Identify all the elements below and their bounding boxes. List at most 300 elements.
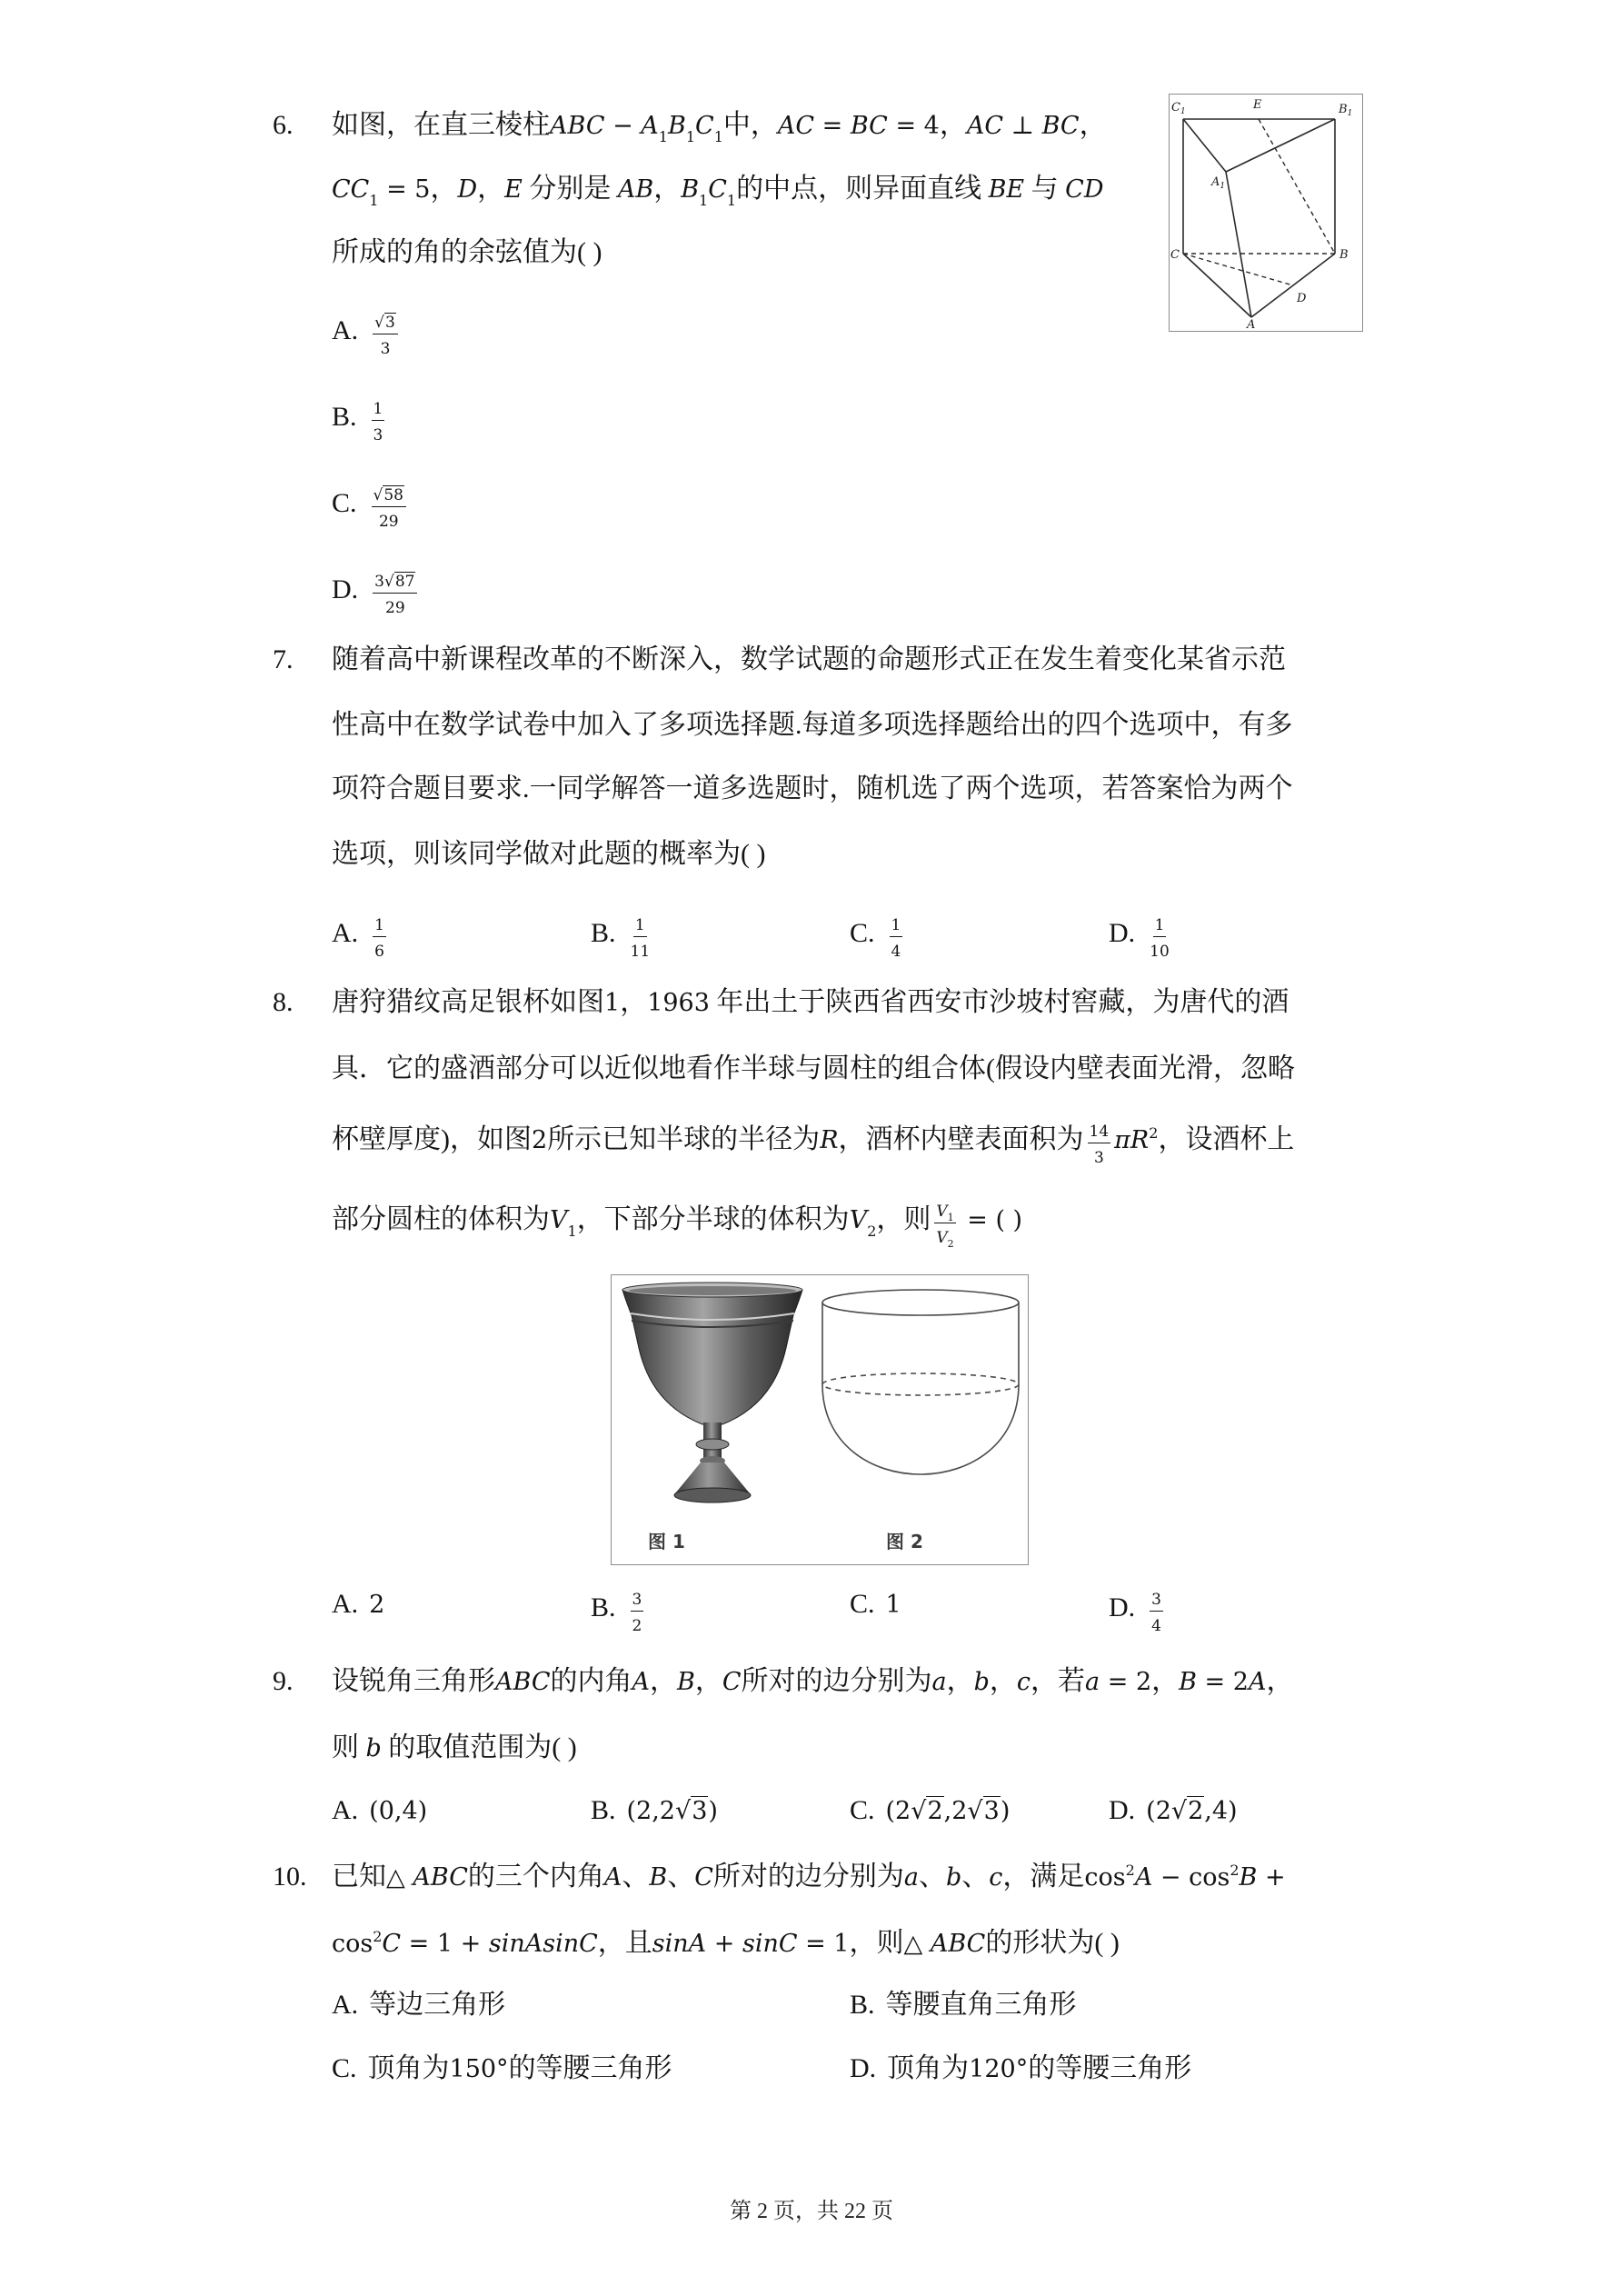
text-run: 设锐角三角形 (332, 1666, 495, 1696)
math-run: sinC (742, 1930, 798, 1958)
math-run: B (1239, 1863, 1258, 1892)
math-run: AC (777, 112, 815, 140)
prism-edge (1226, 172, 1251, 317)
option-c (332, 2051, 672, 2088)
text-run: ， (939, 110, 967, 140)
option-label: C. (850, 1589, 875, 1619)
superscript: 2 (373, 1928, 383, 1945)
radical (1171, 1795, 1204, 1825)
fraction (934, 1198, 955, 1249)
math-number: 1 (373, 400, 383, 418)
option-d (850, 2051, 1191, 2088)
math-run: D (457, 175, 478, 204)
subscript: 1 (567, 1223, 577, 1240)
option-content (368, 400, 389, 444)
math-number: cos (1084, 1863, 1126, 1892)
radical-sign: √ (373, 486, 383, 504)
text-run: ， (946, 1666, 974, 1696)
option-content (887, 2053, 1191, 2083)
radicand: 3 (983, 1797, 1000, 1825)
radicand: 3 (692, 1797, 708, 1825)
math-number: 1963 (647, 989, 710, 1017)
math-number: 150° (449, 2055, 509, 2083)
vertex-label-c1: $C_1$ (1171, 101, 1186, 116)
text-run: 与 (1024, 174, 1066, 204)
superscript: 2 (1149, 1124, 1159, 1142)
math-number: (0,4) (369, 1797, 428, 1825)
math-number: 1 (885, 1591, 901, 1619)
math-run: C (722, 1668, 742, 1696)
math-number: − (604, 112, 642, 140)
math-run: E (504, 175, 523, 204)
prism-hidden-edge (1259, 119, 1335, 254)
subscript: 2 (867, 1223, 877, 1240)
text-run: ， (694, 1666, 722, 1696)
superscript: 2 (1125, 1862, 1135, 1879)
option-d (1109, 1792, 1238, 1830)
math-run: C (382, 1930, 402, 1958)
subscript: 1 (713, 128, 723, 145)
radicand: 87 (394, 573, 415, 591)
radical (384, 563, 415, 593)
math-run: b (365, 1734, 382, 1762)
math-number: = (814, 112, 851, 140)
subscript: 2 (947, 1238, 954, 1250)
vertex-label-b: B (1339, 248, 1349, 262)
math-run: B (667, 112, 686, 140)
option-label: A. (332, 315, 359, 345)
text-run: 所示已知半球的半径为 (547, 1124, 821, 1154)
radicand: 58 (383, 486, 403, 504)
option-a (332, 912, 390, 963)
fraction-numerator (1088, 1118, 1111, 1143)
math-run: sinA (652, 1930, 707, 1958)
math-number: 29 (385, 599, 405, 617)
math-number: = 2 (1196, 1668, 1249, 1696)
math-number: 11 (630, 943, 651, 961)
math-number: + (1257, 1863, 1286, 1892)
fraction-denominator (632, 1612, 642, 1637)
fraction-denominator (373, 421, 383, 446)
fraction (1150, 912, 1170, 963)
option-label: A. (332, 1795, 359, 1825)
text-run: 具．它的盛酒部分可以近似地看作半球与圆柱的组合体(假设内壁表面光滑，忽略 (332, 1053, 1295, 1083)
math-run: C (695, 112, 714, 140)
fraction-numerator (373, 912, 386, 937)
hemisphere-outline (822, 1384, 1019, 1474)
fraction (373, 568, 417, 619)
option-content (627, 916, 654, 961)
fraction (890, 912, 903, 963)
cup-diagram (612, 1275, 1028, 1564)
math-run: C (708, 175, 727, 204)
option-c (332, 482, 410, 533)
subscript: 1 (658, 128, 668, 145)
option-label: C. (850, 1795, 875, 1825)
radical (374, 304, 396, 334)
text-run: 、 (918, 1862, 946, 1892)
math-number: 120° (969, 2055, 1029, 2083)
subscript: 1 (726, 192, 737, 209)
math-run: A (632, 1668, 650, 1696)
text-run: 等腰直角三角形 (885, 1990, 1077, 2020)
math-number: = 4 (887, 112, 940, 140)
subscript: 1 (685, 128, 696, 145)
cup-figure (611, 1274, 1029, 1565)
vertex-label-a1: $A_1$ (1211, 175, 1226, 191)
math-run: a (903, 1863, 919, 1892)
option-label: D. (850, 2053, 877, 2083)
math-number: ) (1000, 1797, 1011, 1825)
text-run: 性高中在数学试卷中加入了多项选择题.每道多项选择题给出的四个选项中，有多 (332, 710, 1293, 740)
fraction (373, 912, 386, 963)
fraction (373, 309, 398, 360)
option-b (591, 1586, 647, 1637)
fraction-denominator (891, 937, 901, 963)
option-label: B. (591, 918, 616, 948)
math-run: CC (332, 175, 370, 204)
text-run: ，满足 (1002, 1862, 1085, 1892)
fraction-denominator (1150, 937, 1170, 963)
fraction-denominator (385, 594, 405, 619)
math-number: 3 (374, 573, 384, 591)
question-stem-line (332, 1859, 1286, 1896)
text-run: 已知 (332, 1862, 386, 1892)
text-run: ， (1266, 1666, 1294, 1696)
text-run: 则 (332, 1732, 366, 1762)
fraction-numerator (372, 395, 385, 421)
option-b (591, 1792, 718, 1830)
math-run: a (1085, 1668, 1100, 1696)
math-run: V (849, 1206, 868, 1234)
prism-diagram (1170, 95, 1362, 331)
option-content (886, 1795, 1011, 1825)
prism-figure (1169, 94, 1363, 332)
option-content (369, 573, 421, 617)
option-label: A. (332, 1990, 359, 2020)
fraction-numerator (631, 1586, 644, 1612)
question-stem-line (332, 1198, 1022, 1249)
subscript: 1 (947, 1212, 954, 1223)
math-number: 4 (891, 943, 901, 961)
text-run: 部分圆柱的体积为 (332, 1204, 550, 1234)
question-number: 6. (273, 110, 294, 140)
fraction-denominator (936, 1223, 953, 1249)
question-stem-line (332, 1663, 1293, 1701)
silver-goblet-image (622, 1283, 802, 1502)
radical-sign: √ (911, 1797, 927, 1825)
math-number: − cos (1152, 1863, 1230, 1892)
fraction (1088, 1118, 1111, 1169)
option-a (332, 309, 402, 360)
option-content (369, 314, 402, 358)
text-run: 、 (667, 1862, 695, 1892)
text-run: 的三个内角 (467, 1862, 604, 1892)
option-label: A. (332, 918, 359, 948)
text-run: 选项，则该同学做对此题的概率为( ) (332, 839, 766, 869)
option-b (850, 1987, 1077, 2023)
text-run: 、 (961, 1862, 990, 1892)
math-run: AC (966, 112, 1003, 140)
math-run: B (649, 1863, 668, 1892)
math-run: V (936, 1229, 948, 1247)
text-run: 的中点，则异面直线 (736, 174, 989, 204)
question-stem-line (332, 984, 1289, 1022)
option-label: B. (591, 1795, 616, 1825)
vertex-label-c: C (1170, 248, 1180, 262)
math-number: △ (903, 1930, 931, 1958)
math-number: = ( ) (959, 1206, 1023, 1234)
option-label: D. (1109, 918, 1136, 948)
text-run: 的形状为( ) (985, 1928, 1120, 1958)
text-run: ，则 (849, 1928, 904, 1958)
fraction-numerator (1153, 912, 1167, 937)
fraction (372, 482, 406, 533)
fraction-numerator (934, 1198, 955, 1223)
math-number: 2 (369, 1591, 385, 1619)
fraction-denominator (379, 507, 399, 533)
math-run: V (550, 1206, 568, 1234)
fraction (631, 912, 651, 963)
vertex-label-b1: $B_1$ (1339, 103, 1353, 118)
math-run: V (936, 1203, 948, 1221)
math-number: 6 (374, 943, 384, 961)
cylinder-hemisphere-model (822, 1290, 1019, 1474)
math-run: b (973, 1668, 990, 1696)
radicand: 3 (385, 314, 395, 332)
text-run: ， (620, 987, 648, 1017)
option-c (850, 1586, 901, 1623)
question-stem-line (332, 1118, 1294, 1169)
math-run: A (641, 112, 659, 140)
fraction-numerator (372, 482, 406, 507)
option-d (1109, 912, 1173, 963)
option-a (332, 1586, 384, 1623)
math-number: 3 (380, 340, 391, 358)
question-stem-line (332, 771, 1293, 807)
math-run: BE (988, 175, 1025, 204)
question-stem-line (332, 707, 1293, 744)
option-label: D. (332, 574, 359, 604)
option-label: D. (1109, 1795, 1136, 1825)
vertex-label-a: A (1247, 318, 1256, 331)
option-content (1146, 916, 1173, 961)
option-content (627, 1795, 718, 1825)
fraction-numerator (890, 912, 903, 937)
math-number: 1 (891, 916, 901, 934)
math-number: + (706, 1930, 742, 1958)
prism-edge (1183, 119, 1226, 172)
radicand: 2 (1188, 1797, 1204, 1825)
math-run: A (1134, 1863, 1153, 1892)
option-content (368, 2053, 672, 2083)
radical (967, 1795, 1000, 1825)
text-run: ，若 (1031, 1666, 1086, 1696)
math-number: 29 (378, 513, 399, 531)
option-a (332, 1792, 427, 1830)
option-label: C. (332, 488, 357, 518)
math-number: 1 (374, 916, 384, 934)
math-number: 1 (634, 916, 645, 934)
text-run: 、 (622, 1862, 650, 1892)
option-b (332, 395, 388, 446)
text-run: ，设酒杯上 (1158, 1124, 1295, 1154)
math-number: 3 (1151, 1591, 1161, 1609)
math-run: a (931, 1668, 947, 1696)
option-label: B. (850, 1990, 875, 2020)
radical-sign: √ (374, 314, 385, 332)
math-number: 3 (632, 1591, 642, 1609)
cylinder-top-rim (822, 1290, 1019, 1315)
option-label: A. (332, 1589, 359, 1619)
text-run: ，且 (597, 1928, 652, 1958)
math-number: △ (386, 1863, 413, 1892)
option-content (368, 486, 410, 531)
question-number: 8. (273, 987, 294, 1017)
option-d (332, 568, 421, 619)
text-run: 等边三角形 (369, 1990, 506, 2020)
fraction-denominator (381, 334, 391, 360)
math-number: 2 (632, 1617, 642, 1635)
option-label: C. (332, 2053, 357, 2083)
radical-sign: √ (384, 573, 394, 591)
text-run: ， (477, 174, 505, 204)
math-number: cos (332, 1930, 373, 1958)
figure-caption-1: 图 1 (648, 1531, 685, 1552)
radicand: 2 (927, 1797, 943, 1825)
math-run: ABC (930, 1930, 986, 1958)
question-stem-line (332, 107, 1107, 145)
subscript: 1 (369, 192, 379, 209)
text-run: 的内角 (550, 1666, 632, 1696)
fraction-numerator (373, 568, 417, 594)
text-run: ， (1151, 1666, 1180, 1696)
question-number: 10. (273, 1862, 307, 1892)
fraction-numerator (373, 309, 398, 334)
page-footer: 第 2 页，共 22 页 (730, 2200, 893, 2223)
option-c (850, 912, 906, 963)
fraction (631, 1586, 644, 1637)
option-label: D. (1109, 1592, 1136, 1622)
option-label: B. (591, 1592, 616, 1622)
option-content (369, 1990, 505, 2020)
option-content (627, 1591, 648, 1635)
question-stem-line (332, 1051, 1295, 1087)
math-number: = 1 + (401, 1930, 489, 1958)
option-label: C. (850, 918, 875, 948)
text-run: 所成的角的余弦值为( ) (332, 237, 602, 267)
subscript: 1 (699, 192, 709, 209)
math-run: ABC (495, 1668, 551, 1696)
text-run: 中， (722, 110, 778, 140)
math-number: ) (708, 1797, 718, 1825)
math-number: = 5 (378, 175, 431, 204)
vertex-label-e: E (1253, 98, 1262, 112)
superscript: 2 (1230, 1862, 1240, 1879)
text-run: 顶角为 (367, 2053, 450, 2083)
text-run: 分别是 (522, 174, 618, 204)
math-number: ⊥ (1003, 112, 1042, 140)
math-number: = 1 (797, 1930, 850, 1958)
text-run: ，则 (876, 1204, 931, 1234)
option-content (369, 916, 390, 961)
option-content (886, 916, 907, 961)
text-run: 随着高中新课程改革的不断深入，数学试题的命题形式正在发生着变化某省示范 (332, 644, 1286, 674)
question-stem-line (332, 235, 602, 271)
option-content (886, 1589, 901, 1619)
math-run: c (1016, 1668, 1031, 1696)
question-stem-line (332, 642, 1286, 678)
text-run: ， (650, 1666, 677, 1696)
option-content (886, 1990, 1077, 2020)
math-run: πR (1114, 1126, 1150, 1154)
text-run: 的取值范围为( ) (381, 1732, 577, 1762)
math-number: ,4) (1204, 1797, 1238, 1825)
vertex-label-d: D (1297, 292, 1307, 305)
math-number: 10 (1150, 943, 1170, 961)
fraction-numerator (1150, 1586, 1163, 1612)
math-run: BC (1041, 112, 1080, 140)
text-run: 的等腰三角形 (508, 2053, 672, 2083)
option-a (332, 1987, 505, 2023)
math-number: 3 (373, 426, 383, 444)
math-number: (2 (885, 1797, 911, 1825)
math-run: c (989, 1863, 1003, 1892)
option-content (1146, 1591, 1167, 1635)
math-run: B (677, 1668, 695, 1696)
option-d (1109, 1586, 1167, 1637)
math-number: 2 (532, 1126, 548, 1154)
question-number: 9. (273, 1666, 294, 1696)
radical-sign: √ (675, 1797, 692, 1825)
text-run: 杯壁厚度)，如图 (332, 1124, 532, 1154)
fraction-numerator (633, 912, 647, 937)
math-run: ABC (550, 112, 605, 140)
prism-edge (1226, 119, 1335, 172)
option-c (850, 1792, 1010, 1830)
option-content (369, 1795, 427, 1825)
math-run: A (1248, 1668, 1267, 1696)
math-number: 3 (1093, 1149, 1104, 1167)
radical (373, 476, 404, 506)
text-run: 顶角为 (887, 2053, 970, 2083)
math-number: (2 (1146, 1797, 1171, 1825)
question-stem-line (332, 171, 1103, 208)
text-run: 所对的边分别为 (741, 1666, 932, 1696)
math-number: ,2 (943, 1797, 968, 1825)
question-stem-line (332, 836, 765, 873)
math-number: 4 (1151, 1617, 1161, 1635)
text-run: ，酒杯内壁表面积为 (838, 1124, 1084, 1154)
math-run: b (945, 1863, 962, 1892)
math-run: A (603, 1863, 622, 1892)
text-run: 的等腰三角形 (1028, 2053, 1192, 2083)
math-number: 1 (1154, 916, 1165, 934)
radical-sign: √ (1170, 1797, 1188, 1825)
text-run: 年出土于陕西省西安市沙坡村窖藏，为唐代的酒 (709, 987, 1289, 1017)
figure-caption-2: 图 2 (886, 1531, 923, 1552)
text-run: ， (989, 1666, 1017, 1696)
math-number: = 2 (1100, 1668, 1152, 1696)
text-run: 唐狩猎纹高足银杯如图 (332, 987, 604, 1017)
prism-edge (1251, 254, 1335, 317)
text-run: ， (1079, 110, 1107, 140)
radical-sign: √ (967, 1797, 983, 1825)
option-b (591, 912, 653, 963)
fraction-denominator (1151, 1612, 1161, 1637)
text-run: 所对的边分别为 (712, 1862, 904, 1892)
option-label: B. (332, 402, 357, 432)
